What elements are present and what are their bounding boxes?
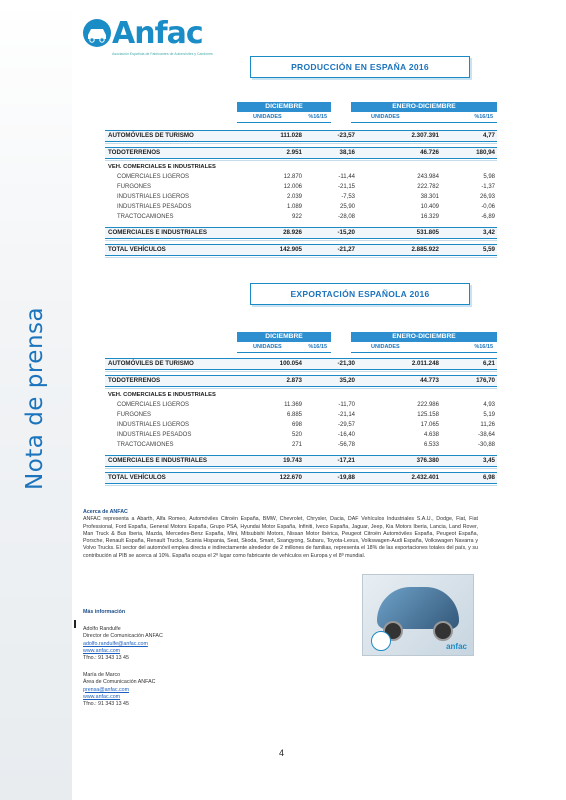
- table-row: [105, 400, 497, 410]
- row-value: 180,94: [476, 149, 495, 156]
- row-value: 142.905: [279, 246, 302, 253]
- press-note-label: Nota de prensa: [22, 306, 48, 490]
- export-header-jan-dec: ENERO-DICIEMBRE: [351, 332, 497, 342]
- row-label: TODOTERRENOS: [108, 377, 161, 384]
- row-label: AUTOMÓVILES DE TURISMO: [108, 132, 194, 139]
- row-value: 26,93: [479, 194, 495, 200]
- row-label: INDUSTRIALES PESADOS: [117, 204, 192, 210]
- row-value: 6,21: [482, 360, 495, 367]
- table-row: [105, 472, 497, 484]
- row-value: -21,15: [337, 184, 355, 190]
- report-brand: anfac: [446, 642, 467, 651]
- row-value: -23,57: [337, 132, 355, 139]
- contacts-title: Más información: [83, 609, 126, 615]
- row-value: 6.885: [286, 412, 302, 418]
- production-header-december: DICIEMBRE: [237, 102, 331, 112]
- row-value: -21,27: [337, 246, 355, 253]
- row-value: 4,77: [482, 132, 495, 139]
- row-label: INDUSTRIALES PESADOS: [117, 432, 192, 438]
- contact-web-link[interactable]: www.anfac.com: [83, 693, 121, 700]
- about-title: Acerca de ANFAC: [83, 509, 128, 515]
- row-value: 3,42: [482, 229, 495, 236]
- row-value: 4,93: [483, 402, 495, 408]
- row-value: 35,20: [339, 377, 355, 384]
- row-value: 531.805: [416, 229, 439, 236]
- row-label: COMERCIALES LIGEROS: [117, 402, 190, 408]
- table-row: [105, 420, 497, 430]
- row-label: COMERCIALES LIGEROS: [117, 174, 190, 180]
- export-subheader-jan-dec: UNIDADES %16/15: [351, 343, 497, 353]
- row-value: -1,37: [481, 184, 495, 190]
- contact-role: Director de Comunicación ANFAC: [83, 633, 163, 640]
- row-value: -38,64: [477, 432, 495, 438]
- row-value: 176,70: [476, 377, 495, 384]
- row-value: 28.926: [283, 229, 302, 236]
- row-value: 125.158: [417, 412, 439, 418]
- row-value: -11,70: [338, 402, 355, 408]
- row-label: INDUSTRIALES LIGEROS: [117, 422, 190, 428]
- badge-icon: [371, 631, 391, 651]
- row-value: 5,98: [483, 174, 495, 180]
- contact-person: [83, 672, 155, 708]
- contact-name: Adolfo Randulfe: [83, 626, 121, 632]
- row-value: 5,59: [482, 246, 495, 253]
- row-value: 2.885.922: [411, 246, 439, 253]
- row-value: 12.006: [283, 184, 302, 190]
- row-value: 100.054: [279, 360, 302, 367]
- row-label: FURGONES: [117, 412, 152, 418]
- report-cover-image: [362, 574, 474, 656]
- row-value: 222.986: [417, 402, 439, 408]
- table-row: [105, 182, 497, 192]
- row-label: TODOTERRENOS: [108, 149, 161, 156]
- row-label: COMERCIALES E INDUSTRIALES: [108, 457, 208, 464]
- table-row: [105, 227, 497, 239]
- row-value: 1.089: [286, 204, 302, 210]
- export-header-december: DICIEMBRE: [237, 332, 331, 342]
- row-value: 3,45: [482, 457, 495, 464]
- row-value: -0,06: [481, 204, 495, 210]
- row-value: 38,16: [339, 149, 355, 156]
- table-row: [105, 162, 497, 172]
- row-value: 17.065: [420, 422, 439, 428]
- row-value: 922: [291, 214, 302, 220]
- table-row: [105, 192, 497, 202]
- row-label: TRACTOCAMIONES: [117, 214, 174, 220]
- row-value: 2.039: [286, 194, 302, 200]
- logo-wordmark: Anfac: [112, 16, 203, 51]
- row-value: 2.307.391: [411, 132, 439, 139]
- row-value: 271: [291, 442, 302, 448]
- contacts-block: [83, 609, 125, 616]
- row-value: -19,88: [337, 474, 355, 481]
- table-row: [105, 375, 497, 387]
- table-row: [105, 390, 497, 400]
- table-row: [105, 212, 497, 222]
- export-subheader-december: UNIDADES %16/15: [237, 343, 331, 353]
- row-value: 376.380: [416, 457, 439, 464]
- row-value: -28,08: [337, 214, 355, 220]
- row-value: 11,26: [480, 422, 495, 428]
- table-row: [105, 130, 497, 142]
- anfac-logo: [82, 16, 222, 58]
- row-value: -16,40: [337, 432, 355, 438]
- row-value: -15,20: [337, 229, 355, 236]
- row-value: 12.870: [283, 174, 302, 180]
- production-subheader-jan-dec: UNIDADES %16/15: [351, 113, 497, 123]
- row-value: -29,57: [337, 422, 355, 428]
- row-value: -30,88: [477, 442, 495, 448]
- table-row: [105, 455, 497, 467]
- row-value: 44.773: [420, 377, 439, 384]
- row-value: 6.533: [423, 442, 439, 448]
- contact-phone: Tfno.: 91 343 13 45: [83, 655, 129, 662]
- row-value: 122.670: [279, 474, 302, 481]
- contact-person: [83, 626, 163, 662]
- row-value: 2.951: [286, 149, 302, 156]
- contact-email-link[interactable]: prensa@anfac.com: [83, 686, 130, 693]
- row-value: -56,78: [337, 442, 355, 448]
- row-value: 243.984: [417, 174, 439, 180]
- car-logo-icon: [82, 18, 112, 48]
- row-value: 38.301: [420, 194, 439, 200]
- logo-tagline: Asociación Española de Fabricantes de Automóviles y Camiones: [112, 52, 213, 56]
- row-value: 2.873: [286, 377, 302, 384]
- row-value: 111.028: [280, 132, 302, 139]
- row-value: 16.329: [420, 214, 439, 220]
- row-label: VEH. COMERCIALES E INDUSTRIALES: [108, 392, 216, 398]
- row-value: 25,90: [339, 204, 355, 210]
- row-value: 520: [291, 432, 302, 438]
- contact-email-link[interactable]: adolfo.randulfe@anfac.com: [83, 640, 148, 647]
- row-value: 2.432.401: [411, 474, 439, 481]
- row-value: 4.638: [423, 432, 439, 438]
- contact-name: María de Marco: [83, 672, 121, 678]
- table-row: [105, 147, 497, 159]
- export-title: EXPORTACIÓN ESPAÑOLA 2016: [250, 283, 470, 305]
- row-value: -6,89: [481, 214, 495, 220]
- row-value: 698: [291, 422, 302, 428]
- row-label: TRACTOCAMIONES: [117, 442, 174, 448]
- row-value: 6,98: [482, 474, 495, 481]
- row-label: TOTAL VEHÍCULOS: [108, 474, 166, 481]
- production-header-jan-dec: ENERO-DICIEMBRE: [351, 102, 497, 112]
- table-row: [105, 172, 497, 182]
- row-value: 46.726: [420, 149, 439, 156]
- contact-role: Área de Comunicación ANFAC: [83, 679, 156, 686]
- row-value: 2.011.248: [411, 360, 439, 367]
- row-value: 10.409: [420, 204, 439, 210]
- row-label: INDUSTRIALES LIGEROS: [117, 194, 190, 200]
- row-value: -11,44: [338, 174, 355, 180]
- row-label: VEH. COMERCIALES E INDUSTRIALES: [108, 164, 216, 170]
- row-label: AUTOMÓVILES DE TURISMO: [108, 360, 194, 367]
- table-row: [105, 430, 497, 440]
- text-cursor: [74, 620, 76, 628]
- table-row: [105, 410, 497, 420]
- table-row: [105, 202, 497, 212]
- row-value: 11.369: [284, 402, 302, 408]
- table-row: [105, 244, 497, 256]
- contact-web-link[interactable]: www.anfac.com: [83, 647, 121, 654]
- page-number: 4: [279, 748, 285, 758]
- wheel-icon: [433, 621, 453, 641]
- row-value: -17,21: [337, 457, 355, 464]
- row-value: 222.782: [417, 184, 439, 190]
- table-row: [105, 358, 497, 370]
- table-row: [105, 440, 497, 450]
- row-value: 5,19: [483, 412, 495, 418]
- about-anfac: [83, 509, 478, 560]
- row-value: 19.743: [283, 457, 302, 464]
- about-body: ANFAC representa a Abarth, Alfa Romeo, Automóviles Citroën España, BMW, Chevrolet, Chrysler, Dacia, DAF Vehículos Industriales S.A.U., Dodge, Fiat, Fiat Professional, Ford España, General Motors España, Grupo PSA, Hyundai Motor España, Infiniti, Iveco España, Jaguar, Jeep, Kia Motors Iberia, Lancia, Land Rover, Man Truck & Bus Iberia, Mazda, Mercedes-Benz España, Mini, Mitsubishi Motors, Nissan Motor Ibérica, Peugeot Citroën Automóviles España, Peugeot España, Porsche, Renault España, Renault Trucks, Scania Hispania, Seat, Skoda, Smart, Ssangyong, Subaru, Toyota-Lexus, Volkswagen-Audi España, Volkswagen Navarra y Volvo Trucks. El sector del automóvil emplea directa e indirectamente alrededor de 2 millones de familias, representa el 18% de las exportaciones totales del país, y su contribución al PIB se acerca al 10%. España ocupa el 2º lugar como fabricante de vehículos en Europa y el 8º mundial.: [83, 516, 478, 559]
- contact-phone: Tfno.: 91 343 13 45: [83, 701, 129, 708]
- row-value: -7,53: [341, 194, 355, 200]
- production-subheader-december: UNIDADES %16/15: [237, 113, 331, 123]
- row-label: COMERCIALES E INDUSTRIALES: [108, 229, 208, 236]
- row-label: TOTAL VEHÍCULOS: [108, 246, 166, 253]
- row-value: -21,30: [337, 360, 355, 367]
- row-value: -21,14: [337, 412, 355, 418]
- production-title: PRODUCCIÓN EN ESPAÑA 2016: [250, 56, 470, 78]
- row-label: FURGONES: [117, 184, 152, 190]
